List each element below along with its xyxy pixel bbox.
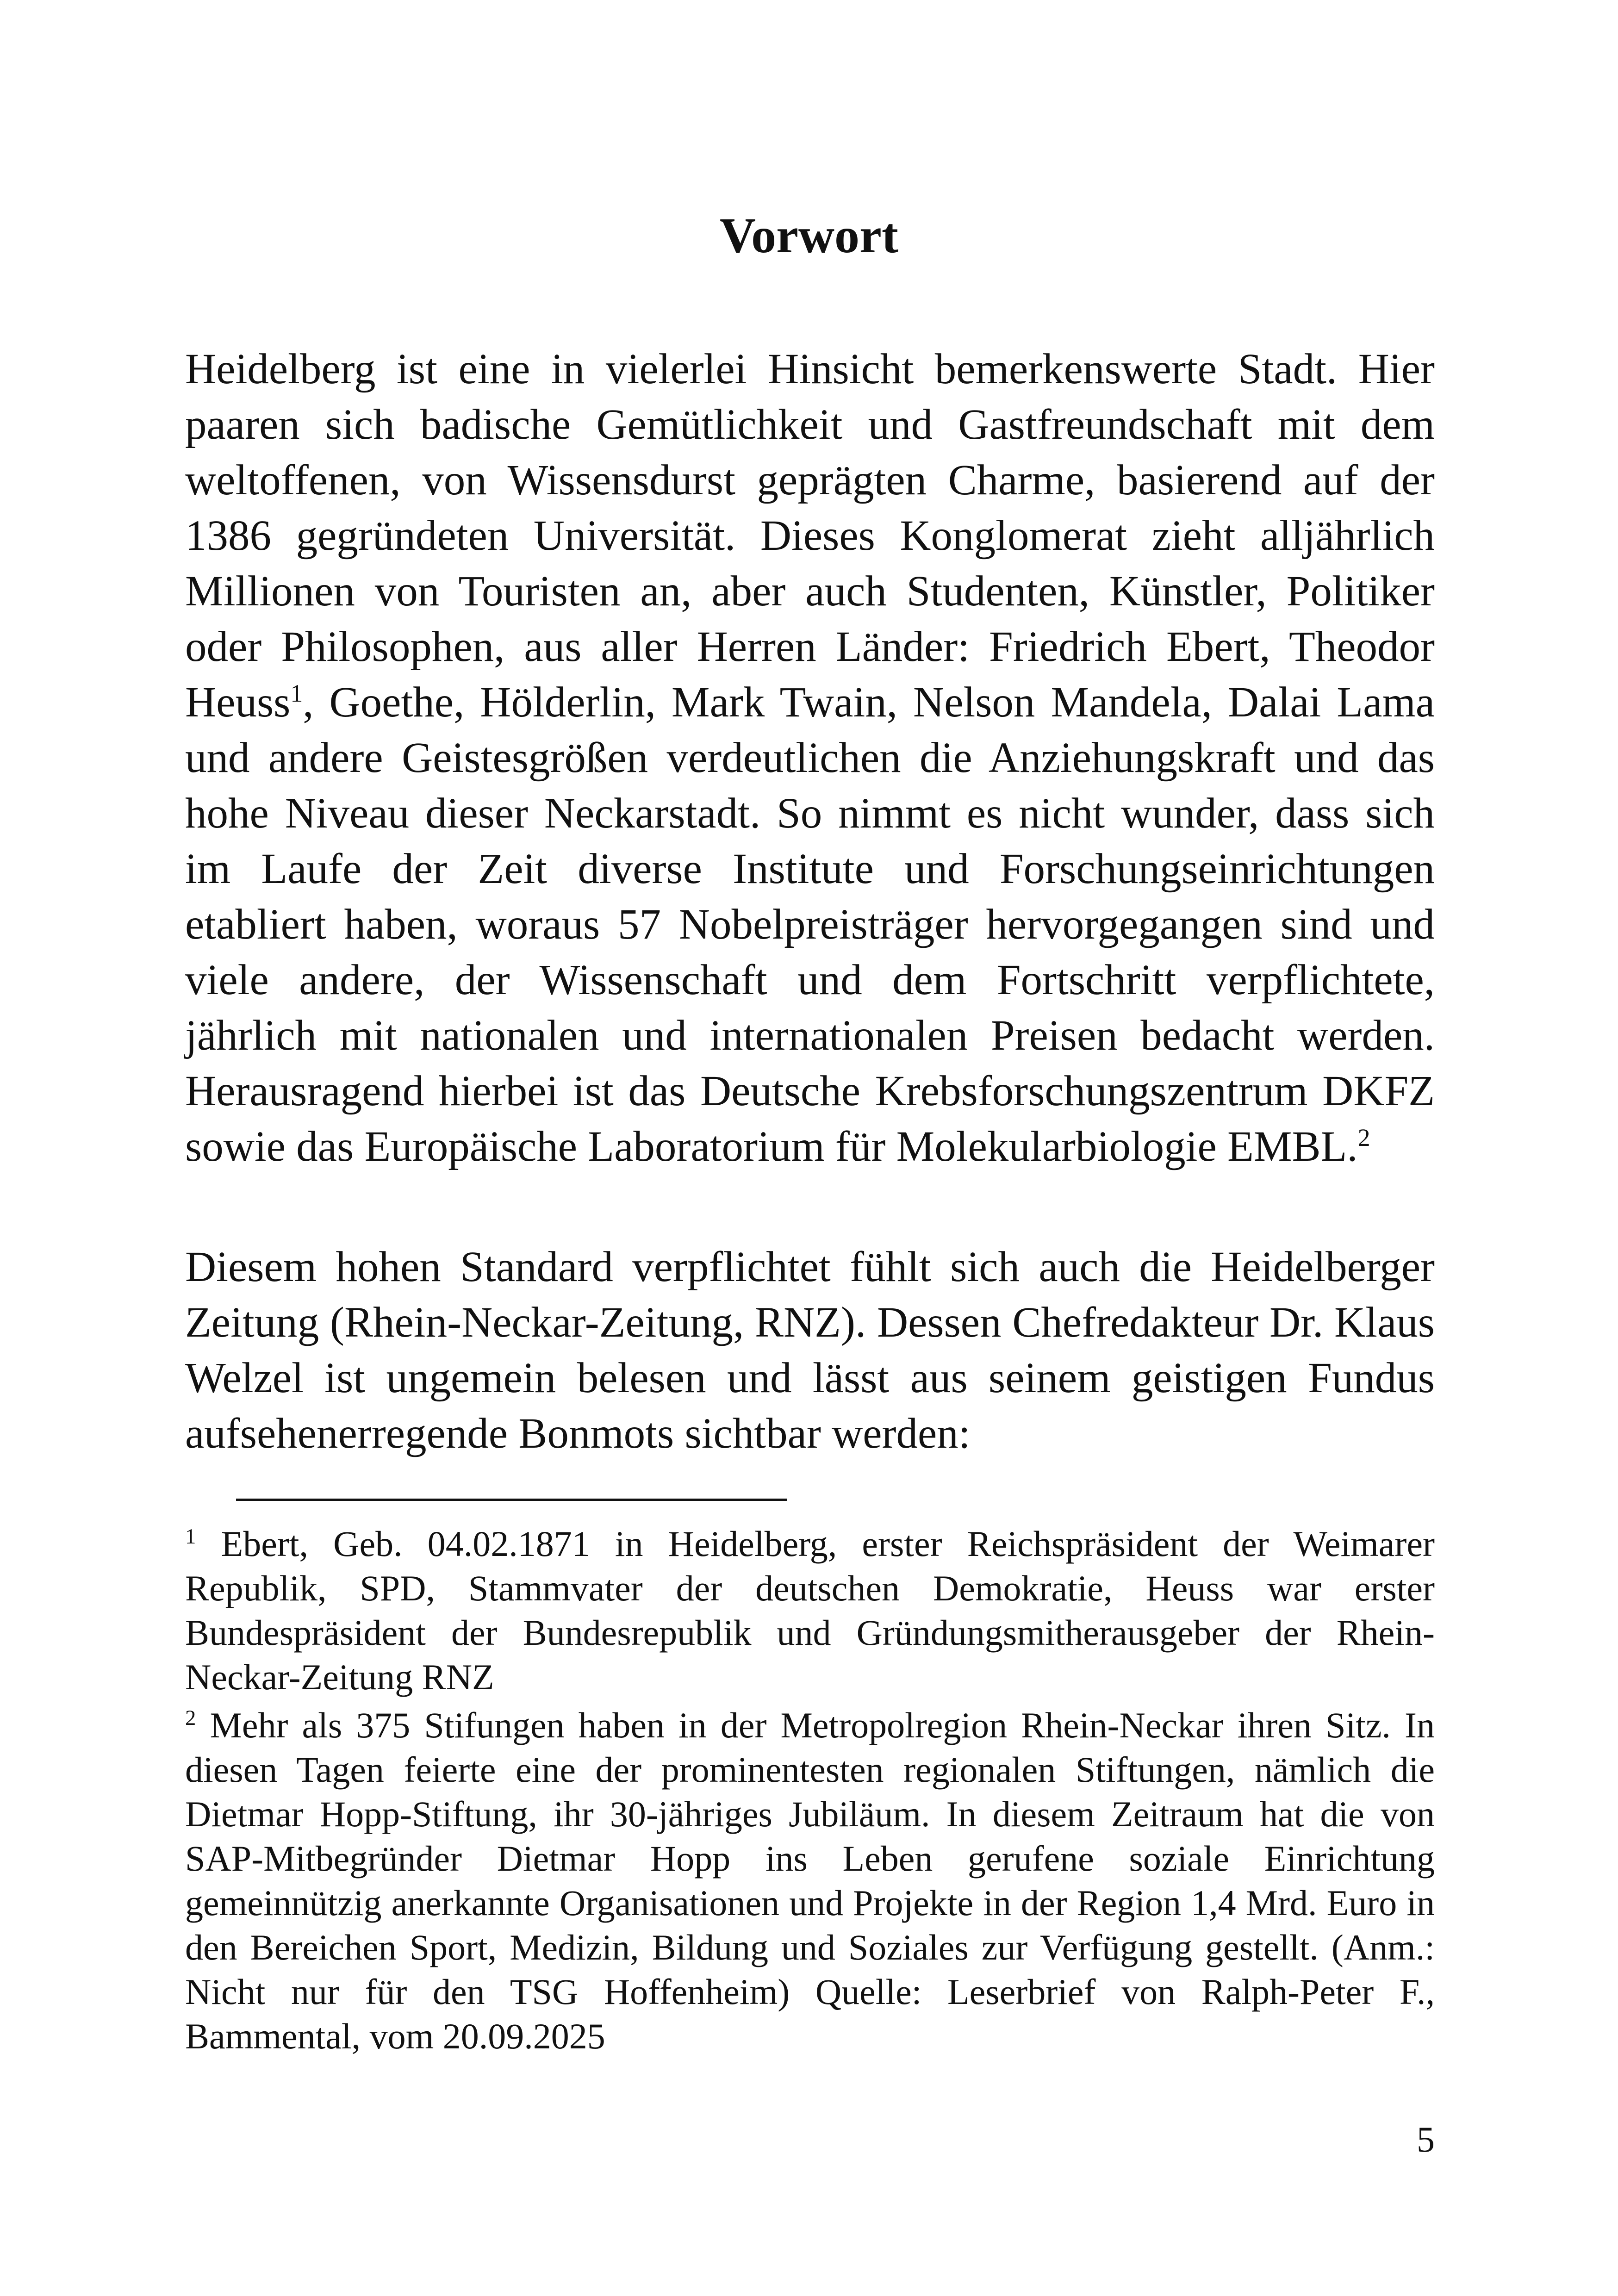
footnote-text: Ebert, Geb. 04.02.1871 in Heidelberg, erster Reichspräsident der Weimarer Republik, SPD, Stammvater der deutschen Demokratie, Heuss war erster Bundespräsident der Bundesrepublik und Gründungsmitherausgeber der Rhein-Neckar-Zeitung RNZ (185, 1524, 1435, 1697)
footnote-2 (185, 1703, 1435, 2059)
paragraph-text: Heidelberg ist eine in vielerlei Hinsicht bemerkenswerte Stadt. Hier paaren sich badische Gemütlichkeit und Gastfreundschaft mit dem weltoffenen, von Wissensdurst geprägten Charme, basierend auf der 1386 gegründeten Universität. Dieses Konglomerat zieht alljährlich Millionen von Touristen an, aber auch Studenten, Künstler, Politiker oder Philosophen, aus aller Herren Länder: Friedrich Ebert, Theodor Heuss (185, 345, 1435, 726)
footnote-1 (185, 1522, 1435, 1699)
footnote-text: Mehr als 375 Stifungen haben in der Metropolregion Rhein-Neckar ihren Sitz. In diesen Tagen feierte eine der prominentesten regionalen Stiftungen, nämlich die Dietmar Hopp-Stiftung, ihr 30-jähriges Jubiläum. In diesem Zeitraum hat die von SAP-Mitbegründer Dietmar Hopp ins Leben gerufene soziale Einrichtung gemeinnützig anerkannte Organisationen und Projekte in der Region 1,4 Mrd. Euro in den Bereichen Sport, Medizin, Bildung und Soziales zur Verfügung gestellt. (Anm.: Nicht nur für den TSG Hoffenheim) Quelle: Leserbrief von Ralph-Peter F., Bammental, vom 20.09.2025 (185, 1705, 1435, 2056)
paragraph-text: , Goethe, Hölderlin, Mark Twain, Nelson Mandela, Dalai Lama und andere Geistesgrößen verdeutlichen die Anziehungskraft und das hohe Niveau dieser Neckarstadt. So nimmt es nicht wunder, dass sich im Laufe der Zeit diverse Institute und Forschungseinrichtungen etabliert haben, woraus 57 Nobelpreisträger hervorgegangen sind und viele andere, der Wissenschaft und dem Fortschritt verpflichtete, jährlich mit nationalen und internationalen Preisen bedacht werden. Herausragend hierbei ist das Deutsche Krebsforschungszentrum DKFZ sowie das Europäische Laboratorium für Molekularbiologie EMBL. (185, 678, 1435, 1170)
body-paragraph-2: Diesem hohen Standard verpflichtet fühlt sich auch die Heidelberger Zeitung (Rhein-Neckar-Zeitung, RNZ). Dessen Chefredakteur Dr. Klaus Welzel ist ungemein belesen und lässt aus seinem geistigen Fundus aufsehenerregende Bonmots sichtbar werden: (185, 1243, 1435, 1457)
footnote-number: 1 (185, 1524, 196, 1549)
footnote-ref-1: 1 (290, 679, 303, 707)
footnote-ref-2: 2 (1357, 1124, 1370, 1151)
page-title: Vorwort (720, 208, 898, 263)
body-paragraph-1 (185, 342, 1435, 1175)
page-number: 5 (1417, 2119, 1435, 2159)
footnote-number: 2 (185, 1706, 196, 1730)
footnote-separator (236, 1499, 787, 1501)
